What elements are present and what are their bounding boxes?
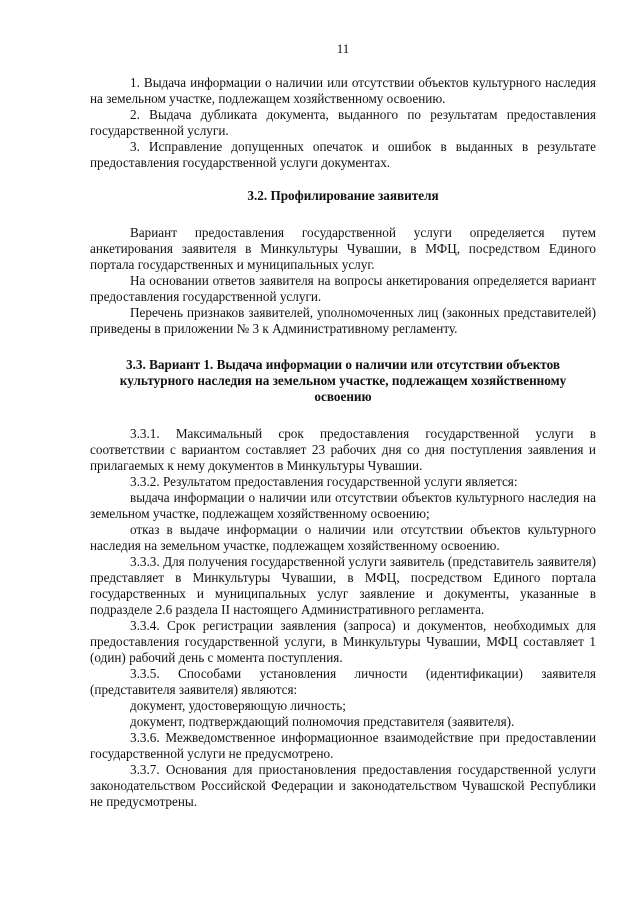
- list-item-2: 2. Выдача дубликата документа, выданного по результатам предоставления государственной услуги.: [90, 107, 596, 138]
- paragraph: 3.3.7. Основания для приостановления предоставления государственной услуги законодательством Российской Федерации и законодательством Чувашской Республики не предусмотрены.: [90, 762, 596, 809]
- paragraph: 3.3.3. Для получения государственной услуги заявитель (представитель заявителя) представляет в Минкультуры Чувашии, в МФЦ, посредством Единого портала государственных и муниципальных услуг заявление и документы, указанные в подразделе 2.6 раздела II настоящего Административного регламента.: [90, 554, 596, 617]
- paragraph: 3.3.5. Способами установления личности (идентификации) заявителя (представителя заявителя) являются:: [90, 666, 596, 697]
- paragraph: отказ в выдаче информации о наличии или отсутствии объектов культурного наследия на земельном участке, подлежащем хозяйственному освоению.: [90, 522, 596, 553]
- section-heading-3-2: 3.2. Профилирование заявителя: [247, 188, 439, 203]
- paragraph: Вариант предоставления государственной услуги определяется путем анкетирования заявителя в Минкультуры Чувашии, в МФЦ, посредством Единого портала государственных и муниципальных услуг.: [90, 225, 596, 272]
- paragraph: 3.3.4. Срок регистрации заявления (запроса) и документов, необходимых для предоставления государственной услуги, в Минкультуры Чувашии, МФЦ составляет 1 (один) рабочий день с момента поступления.: [90, 618, 596, 665]
- list-item-3: 3. Исправление допущенных опечаток и ошибок в выданных в результате предоставления государственной услуги документах.: [90, 139, 596, 170]
- paragraph: 3.3.6. Межведомственное информационное взаимодействие при предоставлении государственной услуги не предусмотрено.: [90, 730, 596, 761]
- list-item-1: 1. Выдача информации о наличии или отсутствии объектов культурного наследия на земельном участке, подлежащем хозяйственному освоению.: [90, 75, 596, 106]
- section-3-2-body: [90, 225, 596, 337]
- section-heading-3-3: 3.3. Вариант 1. Выдача информации о наличии или отсутствии объектов культурного наследия на земельном участке, подлежащем хозяйственному освоению: [119, 357, 567, 404]
- paragraph: выдача информации о наличии или отсутствии объектов культурного наследия на земельном участке, подлежащем хозяйственному освоению;: [90, 490, 596, 521]
- paragraph: 3.3.1. Максимальный срок предоставления государственной услуги в соответствии с вариантом составляет 23 рабочих дня со дня поступления заявления и прилагаемых к нему документов в Минкультуры Чувашии.: [90, 426, 596, 473]
- paragraph: документ, подтверждающий полномочия представителя (заявителя).: [130, 714, 515, 729]
- page-content: [90, 75, 596, 810]
- paragraph: документ, удостоверяющую личность;: [130, 698, 346, 713]
- page-number: 11: [336, 41, 350, 56]
- paragraph: 3.3.2. Результатом предоставления государственной услуги является:: [130, 474, 518, 489]
- paragraph: Перечень признаков заявителей, уполномоченных лиц (законных представителей) приведены в приложении № 3 к Административному регламенту.: [90, 305, 596, 336]
- section-3-3-body: [90, 426, 596, 810]
- paragraph: На основании ответов заявителя на вопросы анкетирования определяется вариант предоставления государственной услуги.: [90, 273, 596, 304]
